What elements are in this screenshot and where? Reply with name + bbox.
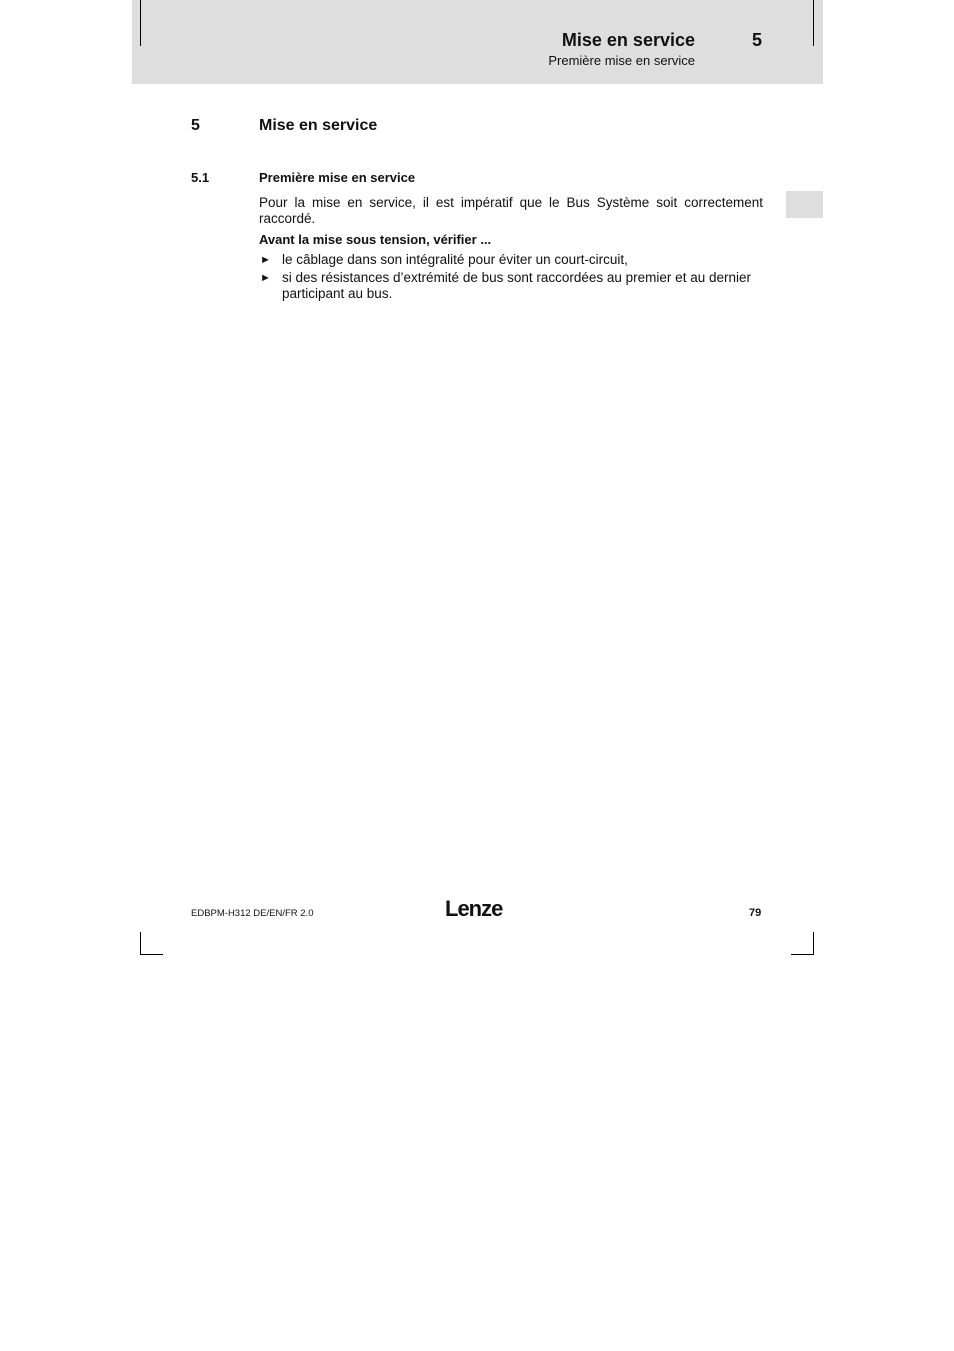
chapter-side-tab xyxy=(786,191,823,218)
section-title: Mise en service xyxy=(259,117,378,134)
crop-mark-bottom-left-vertical xyxy=(140,932,141,955)
footer-document-id: EDBPM-H312 DE/EN/FR 2.0 xyxy=(191,908,314,919)
list-item-text: si des résistances d’extrémité de bus sont raccordées au premier et au dernier participant au bus. xyxy=(282,270,751,301)
crop-mark-bottom-right-vertical xyxy=(813,932,814,955)
crop-mark-top-left xyxy=(140,0,141,46)
crop-mark-bottom-left-horizontal xyxy=(140,954,163,955)
list-item-text: le câblage dans son intégralité pour éviter un court-circuit, xyxy=(282,252,628,267)
lenze-logo: Lenze xyxy=(445,896,503,921)
header-chapter-number: 5 xyxy=(752,30,763,50)
header-chapter-title: Mise en service xyxy=(561,30,695,50)
list-item xyxy=(259,270,763,302)
page-number: 79 xyxy=(749,907,762,919)
list-item xyxy=(259,252,763,268)
header-band xyxy=(132,0,823,84)
check-heading: Avant la mise sous tension, vérifier ... xyxy=(259,232,492,247)
bullet-arrow-icon: ► xyxy=(260,272,271,284)
check-list xyxy=(259,252,763,304)
bullet-arrow-icon: ► xyxy=(260,254,271,266)
header-section-subtitle: Première mise en service xyxy=(548,53,695,68)
section-number: 5 xyxy=(191,117,200,134)
subsection-title: Première mise en service xyxy=(259,170,416,185)
subsection-number: 5.1 xyxy=(191,170,210,185)
intro-paragraph: Pour la mise en service, il est impératif que le Bus Système soit correctement raccordé. xyxy=(259,195,763,226)
crop-mark-top-right xyxy=(813,0,814,46)
crop-mark-bottom-right-horizontal xyxy=(791,954,814,955)
